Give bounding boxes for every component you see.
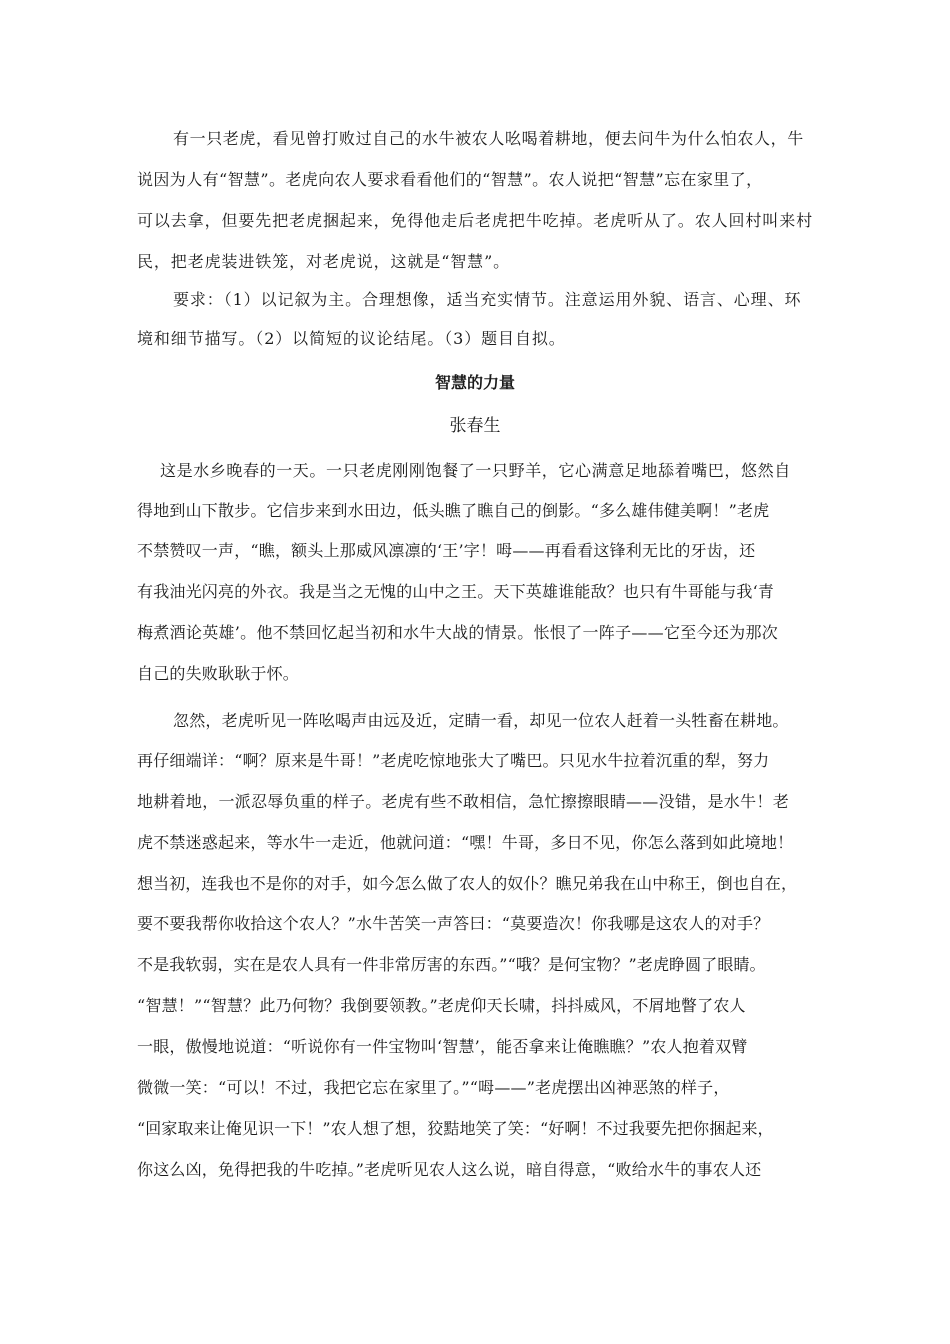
prompt-line: 可以去拿，但要先把老虎捆起来，免得他走后老虎把牛吃掉。老虎听从了。农人回村叫来村 <box>137 211 814 230</box>
essay-line: 得地到山下散步。它信步来到水田边，低头瞧了瞧自己的倒影。“多么雄伟健美啊！”老虎 <box>137 501 770 520</box>
essay-line: 地耕着地，一派忍辱负重的样子。老虎有些不敢相信，急忙擦擦眼睛——没错，是水牛！老 <box>137 792 790 811</box>
essay-line: 不是我软弱，实在是农人具有一件非常厉害的东西。”“哦？是何宝物？”老虎睁圆了眼睛。 <box>137 955 766 974</box>
essay-line: 你这么凶，免得把我的牛吃掉。”老虎听见农人这么说，暗自得意，“败给水牛的事农人还 <box>137 1160 762 1179</box>
requirements-line: 境和细节描写。（2）以简短的议论结尾。（3）题目自拟。 <box>137 329 566 348</box>
essay-line: 再仔细端详：“啊？原来是牛哥！”老虎吃惊地张大了嘴巴。只见水牛拉着沉重的犁，努力 <box>137 751 770 770</box>
essay-line: “回家取来让俺见识一下！”农人想了想，狡黠地笑了笑：“好啊！不过我要先把你捆起来， <box>137 1119 774 1138</box>
essay-line: 要不要我帮你收拾这个农人？”水牛苦笑一声答曰：“莫要造次！你我哪是这农人的对手？ <box>137 914 770 933</box>
essay-author: 张春生 <box>449 416 501 436</box>
essay-title: 智慧的力量 <box>434 373 515 392</box>
requirements-line: 要求：（1）以记叙为主。合理想像，适当充实情节。注意运用外貌、语言、心理、环 <box>173 290 802 309</box>
essay-line: 忽然，老虎听见一阵吆喝声由远及近，定睛一看，却见一位农人赶着一头牲畜在耕地。 <box>173 711 789 730</box>
prompt-line: 民，把老虎装进铁笼，对老虎说，这就是“智慧”。 <box>137 252 511 271</box>
essay-line: 虎不禁迷惑起来，等水牛一走近，他就问道：“嘿！牛哥，多日不见，你怎么落到如此境地！ <box>137 833 794 852</box>
essay-line: 梅煮酒论英雄’。他不禁回忆起当初和水牛大战的情景。怅恨了一阵子——它至今还为那次 <box>137 623 779 642</box>
essay-line: 不禁赞叹一声，“瞧，额头上那威风凛凛的‘王’字！呣——再看看这锋利无比的牙齿，还 <box>137 541 756 560</box>
essay-line: “智慧！”“智慧？此乃何物？我倒要领教。”老虎仰天长啸，抖抖威风，不屑地瞥了农人 <box>137 996 746 1015</box>
essay-line: 有我油光闪亮的外衣。我是当之无愧的山中之王。天下英雄谁能敌？也只有牛哥能与我‘青 <box>137 582 775 601</box>
essay-line: 想当初，连我也不是你的对手，如今怎么做了农人的奴仆？瞧兄弟我在山中称王，倒也自在， <box>137 874 798 893</box>
essay-line: 一眼，傲慢地说道：“听说你有一件宝物叫‘智慧’，能否拿来让俺瞧瞧？”农人抱着双臂 <box>137 1037 748 1056</box>
prompt-line: 说因为人有“智慧”。老虎向农人要求看看他们的“智慧”。农人说把“智慧”忘在家里了， <box>137 170 763 189</box>
essay-line: 自己的失败耿耿于怀。 <box>137 664 300 683</box>
essay-line: 微微一笑：“可以！不过，我把它忘在家里了。”“呣——”老虎摆出凶神恶煞的样子， <box>137 1078 730 1097</box>
prompt-line: 有一只老虎，看见曾打败过自己的水牛被农人吆喝着耕地，便去问牛为什么怕农人，牛 <box>173 129 804 148</box>
essay-line: 这是水乡晚春的一天。一只老虎刚刚饱餐了一只野羊，它心满意足地舔着嘴巴，悠然自 <box>160 461 791 480</box>
